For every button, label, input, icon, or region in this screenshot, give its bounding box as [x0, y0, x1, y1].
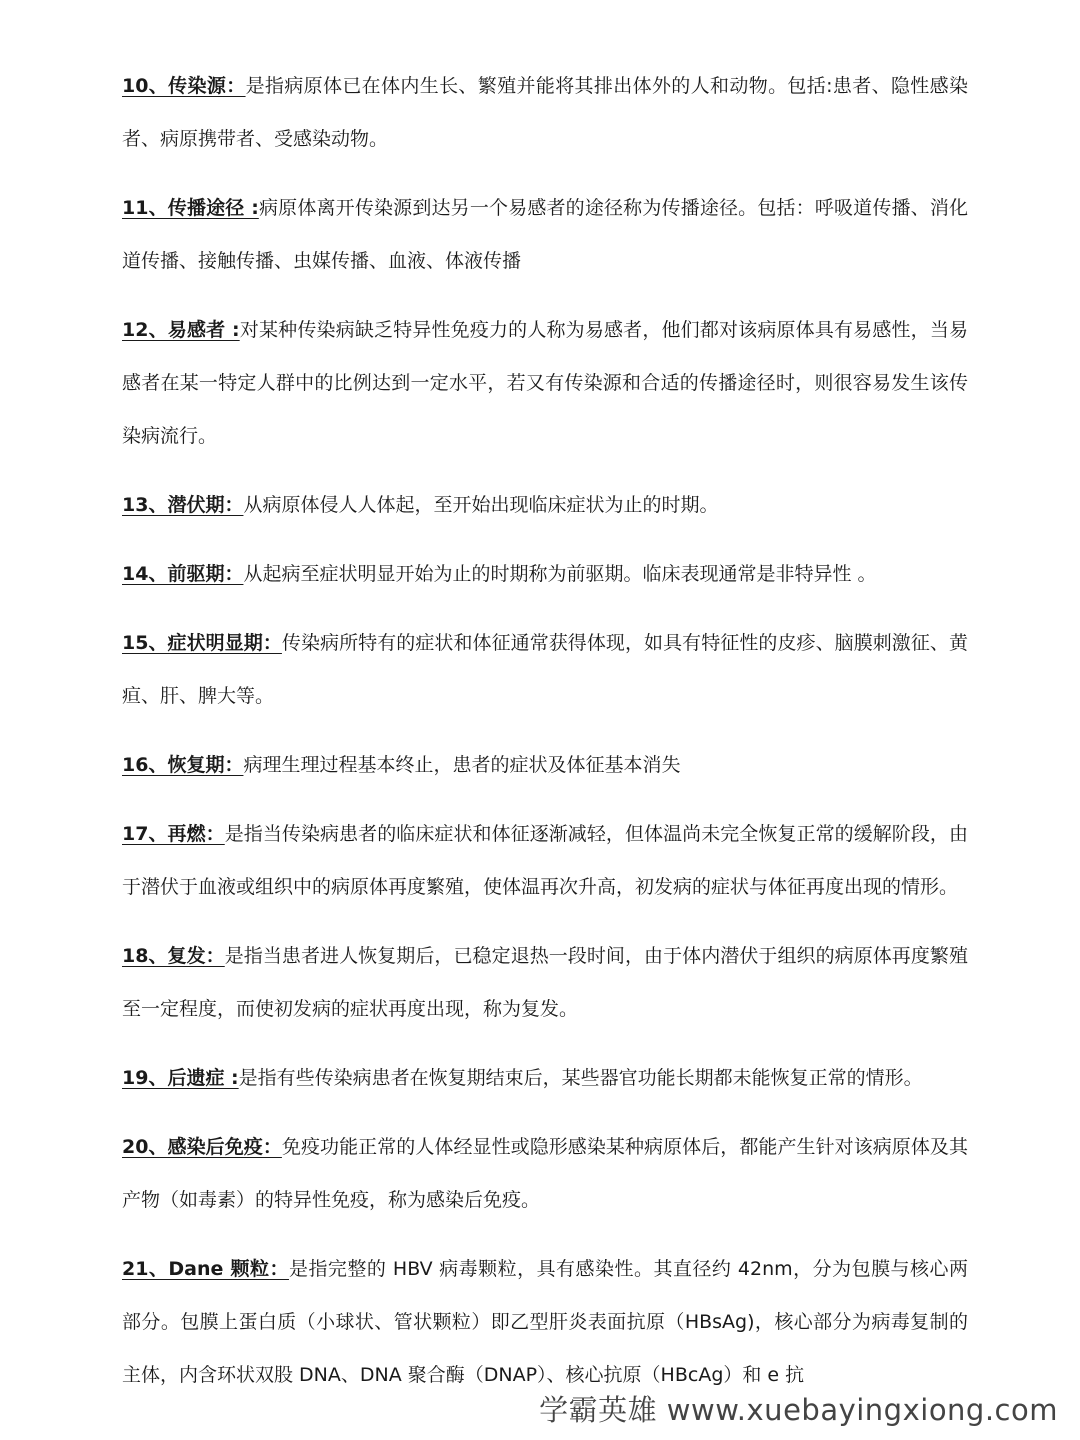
definition-entry — [122, 304, 968, 463]
definition-term: 11、传播途径 : — [122, 197, 259, 219]
definition-term: 20、感染后免疫： — [122, 1136, 282, 1158]
definition-text: 从病原体侵人人体起，至开始出现临床症状为止的时期。 — [243, 494, 719, 516]
definition-text: 是指有些传染病患者在恢复期结束后，某些器官功能长期都未能恢复正常的情形。 — [238, 1067, 923, 1089]
definition-term: 19、后遗症 : — [122, 1067, 239, 1089]
definition-entry — [122, 182, 968, 288]
definition-text: 传染病所特有的症状和体征通常获得体现，如具有特征性的皮疹、脑膜刺激征、黄疸、肝、脾大等。 — [122, 632, 968, 707]
definition-term: 18、复发： — [122, 945, 225, 967]
definition-term: 21、Dane 颗粒： — [122, 1258, 289, 1280]
definition-entry — [122, 617, 968, 723]
definition-text: 病原体离开传染源到达另一个易感者的途径称为传播途径。包括：呼吸道传播、消化道传播、接触传播、虫媒传播、血液、体液传播 — [122, 197, 968, 272]
definition-text: 是指完整的 HBV 病毒颗粒，具有感染性。其直径约 42nm，分为包膜与核心两部分。包膜上蛋白质（小球状、管状颗粒）即乙型肝炎表面抗原（HBsAg)，核心部分为病毒复制的主体，内含环状双股 DNA、DNA 聚合酶（DNAP）、核心抗原（HBcAg）和 e 抗 — [122, 1258, 968, 1386]
definition-text: 是指病原体已在体内生长、繁殖并能将其排出体外的人和动物。包括:患者、隐性感染者、病原携带者、受感染动物。 — [122, 75, 968, 150]
definition-term: 13、潜伏期： — [122, 494, 244, 516]
definition-text: 从起病至症状明显开始为止的时期称为前驱期。临床表现通常是非特异性 。 — [243, 563, 877, 585]
definition-entry — [122, 1243, 968, 1402]
definition-entry — [122, 1052, 968, 1105]
definition-entry — [122, 1121, 968, 1227]
definition-text: 免疫功能正常的人体经显性或隐形感染某种病原体后，都能产生针对该病原体及其产物（如毒素）的特异性免疫，称为感染后免疫。 — [122, 1136, 968, 1211]
definition-entry — [122, 808, 968, 914]
definition-text: 是指当患者进人恢复期后，已稳定退热一段时间，由于体内潜伏于组织的病原体再度繁殖至一定程度，而使初发病的症状再度出现，称为复发。 — [122, 945, 968, 1020]
definition-term: 12、易感者 : — [122, 319, 240, 341]
site-watermark: 学霸英雄 www.xuebayingxiong.com — [539, 1393, 1058, 1427]
definition-entry — [122, 479, 968, 532]
definition-entry — [122, 930, 968, 1036]
definition-term: 10、传染源： — [122, 75, 246, 97]
definition-text: 是指当传染病患者的临床症状和体征逐渐减轻，但体温尚未完全恢复正常的缓解阶段，由于潜伏于血液或组织中的病原体再度繁殖，使体温再次升高，初发病的症状与体征再度出现的情形。 — [122, 823, 968, 898]
definition-term: 17、再燃： — [122, 823, 225, 845]
definition-term: 14、前驱期： — [122, 563, 244, 585]
definition-text: 对某种传染病缺乏特异性免疫力的人称为易感者，他们都对该病原体具有易感性，当易感者在某一特定人群中的比例达到一定水平，若又有传染源和合适的传播途径时，则很容易发生该传染病流行。 — [122, 319, 968, 447]
definition-entry — [122, 739, 968, 792]
document-body — [122, 60, 968, 1418]
definition-entry — [122, 60, 968, 166]
definition-text: 病理生理过程基本终止，患者的症状及体征基本消失 — [243, 754, 681, 776]
definition-term: 15、症状明显期： — [122, 632, 282, 654]
definition-term: 16、恢复期： — [122, 754, 244, 776]
definition-entry — [122, 548, 968, 601]
